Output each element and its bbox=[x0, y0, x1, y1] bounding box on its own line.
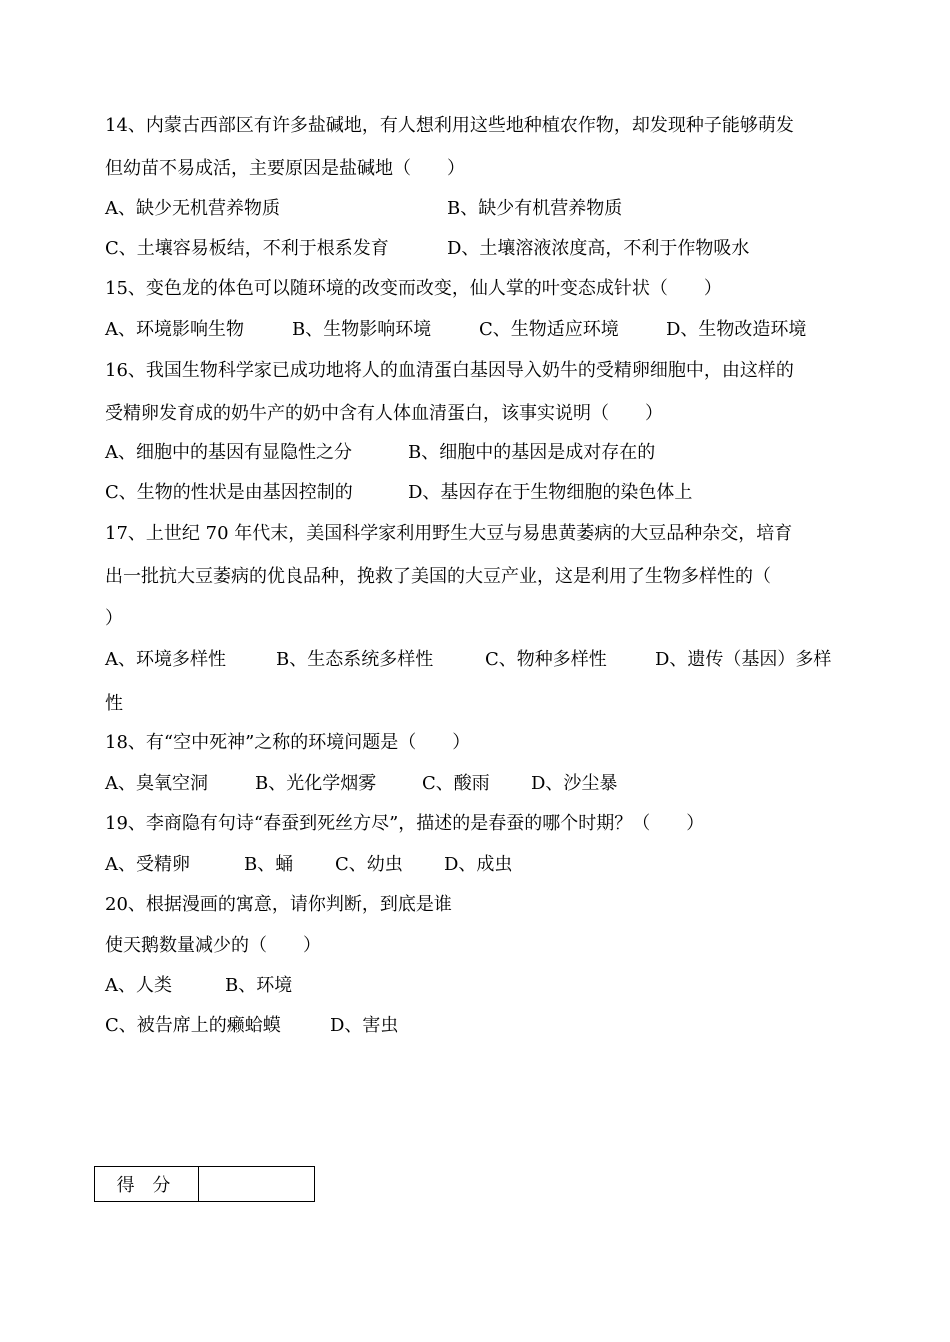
q18-stem-line1: 18、有“空中死神”之称的环境问题是（ ） bbox=[105, 732, 471, 753]
q18-option-c: C、酸雨 bbox=[422, 773, 490, 794]
q20-stem-line1: 20、根据漫画的寓意，请你判断，到底是谁 bbox=[105, 894, 452, 915]
score-box bbox=[94, 1166, 315, 1202]
q17-option-d-wrap: 性 bbox=[105, 693, 123, 714]
q20-option-a: A、人类 bbox=[105, 975, 172, 996]
q19-stem-line1: 19、李商隐有句诗“春蚕到死丝方尽”，描述的是春蚕的哪个时期？（ ） bbox=[105, 813, 705, 834]
q18-option-d: D、沙尘暴 bbox=[531, 773, 618, 794]
q14-option-b: B、缺少有机营养物质 bbox=[447, 198, 623, 219]
q17-option-b: B、生态系统多样性 bbox=[276, 649, 434, 670]
q16-stem-line1: 16、我国生物科学家已成功地将人的血清蛋白基因导入奶牛的受精卵细胞中，由这样的 bbox=[105, 360, 794, 381]
q20-option-b: B、环境 bbox=[225, 975, 293, 996]
q14-stem-line2: 但幼苗不易成活，主要原因是盐碱地（ ） bbox=[105, 158, 465, 179]
q17-stem-line2: 出一批抗大豆萎病的优良品种，挽救了美国的大豆产业，这是利用了生物多样性的（ bbox=[105, 566, 771, 587]
q17-option-a: A、环境多样性 bbox=[105, 649, 226, 670]
q15-stem-line1: 15、变色龙的体色可以随环境的改变而改变，仙人掌的叶变态成针状（ ） bbox=[105, 278, 722, 299]
q17-stem-line3: ） bbox=[105, 608, 123, 629]
q20-option-d: D、害虫 bbox=[330, 1015, 399, 1036]
q15-option-a: A、环境影响生物 bbox=[105, 319, 244, 340]
q16-stem-line2: 受精卵发育成的奶牛产的奶中含有人体血清蛋白，该事实说明（ ） bbox=[105, 403, 663, 424]
q17-option-c: C、物种多样性 bbox=[485, 649, 607, 670]
q20-stem-line2: 使天鹅数量减少的（ ） bbox=[105, 935, 321, 956]
q14-option-a: A、缺少无机营养物质 bbox=[105, 198, 280, 219]
q16-option-d: D、基因存在于生物细胞的染色体上 bbox=[408, 482, 693, 503]
q14-option-d: D、土壤溶液浓度高，不利于作物吸水 bbox=[447, 238, 750, 259]
q17-option-d: D、遗传（基因）多样 bbox=[655, 649, 832, 670]
q19-option-d: D、成虫 bbox=[444, 854, 513, 875]
q16-option-c: C、生物的性状是由基因控制的 bbox=[105, 482, 353, 503]
q19-option-b: B、蛹 bbox=[244, 854, 294, 875]
q15-option-d: D、生物改造环境 bbox=[666, 319, 807, 340]
q14-stem-line1: 14、内蒙古西部区有许多盐碱地，有人想利用这些地种植农作物，却发现种子能够萌发 bbox=[105, 115, 794, 136]
q20-option-c: C、被告席上的癞蛤蟆 bbox=[105, 1015, 281, 1036]
q19-option-a: A、受精卵 bbox=[105, 854, 190, 875]
score-label: 得 分 bbox=[95, 1167, 199, 1202]
q18-option-b: B、光化学烟雾 bbox=[255, 773, 377, 794]
q16-option-a: A、细胞中的基因有显隐性之分 bbox=[105, 442, 352, 463]
q16-option-b: B、细胞中的基因是成对存在的 bbox=[408, 442, 656, 463]
q18-option-a: A、臭氧空洞 bbox=[105, 773, 208, 794]
q15-option-c: C、生物适应环境 bbox=[479, 319, 619, 340]
q17-stem-line1: 17、上世纪 70 年代末，美国科学家利用野生大豆与易患黄萎病的大豆品种杂交，培育 bbox=[105, 523, 793, 544]
q14-option-c: C、土壤容易板结，不利于根系发育 bbox=[105, 238, 389, 259]
q19-option-c: C、幼虫 bbox=[335, 854, 403, 875]
score-value-field[interactable] bbox=[199, 1167, 315, 1202]
q15-option-b: B、生物影响环境 bbox=[292, 319, 432, 340]
